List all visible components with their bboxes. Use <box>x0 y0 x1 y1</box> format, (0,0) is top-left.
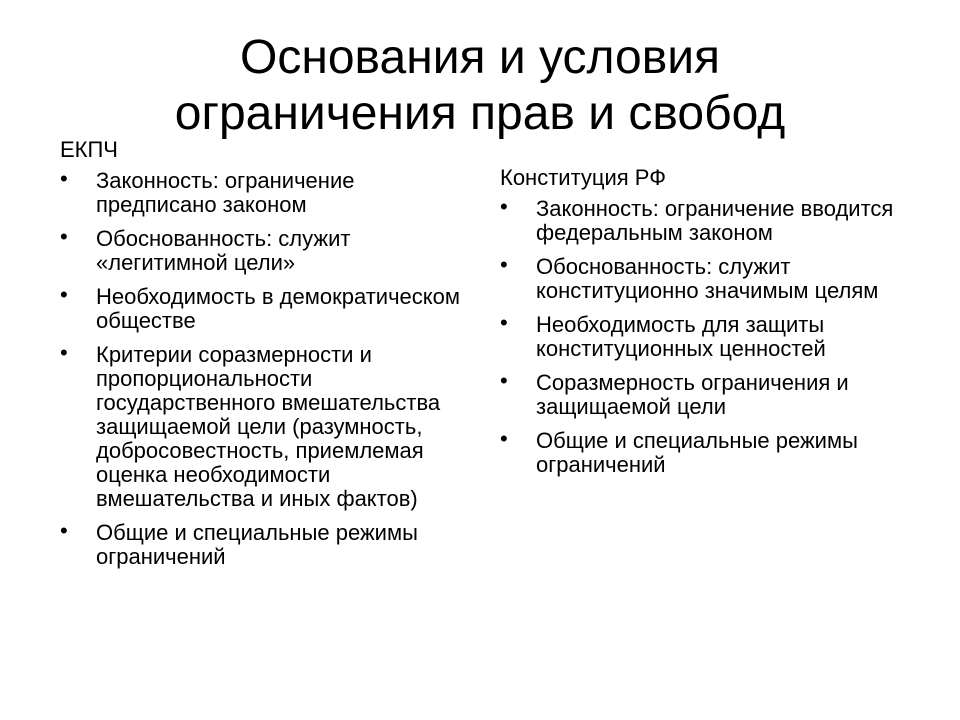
bullet-icon: • <box>60 224 68 249</box>
bullet-icon: • <box>500 368 508 393</box>
echr-heading: ЕКПЧ <box>60 137 118 162</box>
list-item <box>500 368 940 419</box>
slide-title-line1: Основания и условия <box>240 31 720 84</box>
list-item <box>500 194 940 245</box>
list-item <box>500 252 940 303</box>
bullet-icon: • <box>500 426 508 451</box>
list-item <box>500 310 940 361</box>
constitution-list <box>500 194 940 477</box>
echr-column <box>60 137 470 579</box>
echr-list <box>60 166 470 569</box>
bullet-icon: • <box>60 166 68 191</box>
slide-title <box>0 30 960 142</box>
list-item-text: Общие и специальные режимы ограничений <box>96 520 418 569</box>
bullet-icon: • <box>500 310 508 335</box>
bullet-icon: • <box>60 340 68 365</box>
bullet-icon: • <box>500 194 508 219</box>
list-item <box>60 166 470 217</box>
list-item-text: Обоснованность: служит «легитимной цели» <box>96 226 351 275</box>
list-item <box>60 282 470 333</box>
list-item-text: Обоснованность: служит конституционно значимым целям <box>536 254 879 303</box>
constitution-column <box>500 165 940 487</box>
bullet-icon: • <box>60 518 68 543</box>
bullet-icon: • <box>500 252 508 277</box>
slide-title-line2: ограничения прав и свобод <box>174 87 786 140</box>
list-item <box>60 340 470 511</box>
bullet-icon: • <box>60 282 68 307</box>
list-item-text: Законность: ограничение предписано законом <box>96 168 355 217</box>
list-item-text: Соразмерность ограничения и защищаемой цели <box>536 370 849 419</box>
constitution-heading: Конституция РФ <box>500 165 666 190</box>
list-item-text: Необходимость в демократическом обществе <box>96 284 461 333</box>
list-item-text: Необходимость для защиты конституционных ценностей <box>536 312 826 361</box>
list-item <box>500 426 940 477</box>
list-item <box>60 224 470 275</box>
list-item <box>60 518 470 569</box>
list-item-text: Законность: ограничение вводится федеральным законом <box>536 196 894 245</box>
list-item-text: Критерии соразмерности и пропорциональности государственного вмешательства защищаемой цели (разумность, добросовестность, приемлемая оценка необходимости вмешательства и иных фактов) <box>96 342 441 511</box>
list-item-text: Общие и специальные режимы ограничений <box>536 428 858 477</box>
